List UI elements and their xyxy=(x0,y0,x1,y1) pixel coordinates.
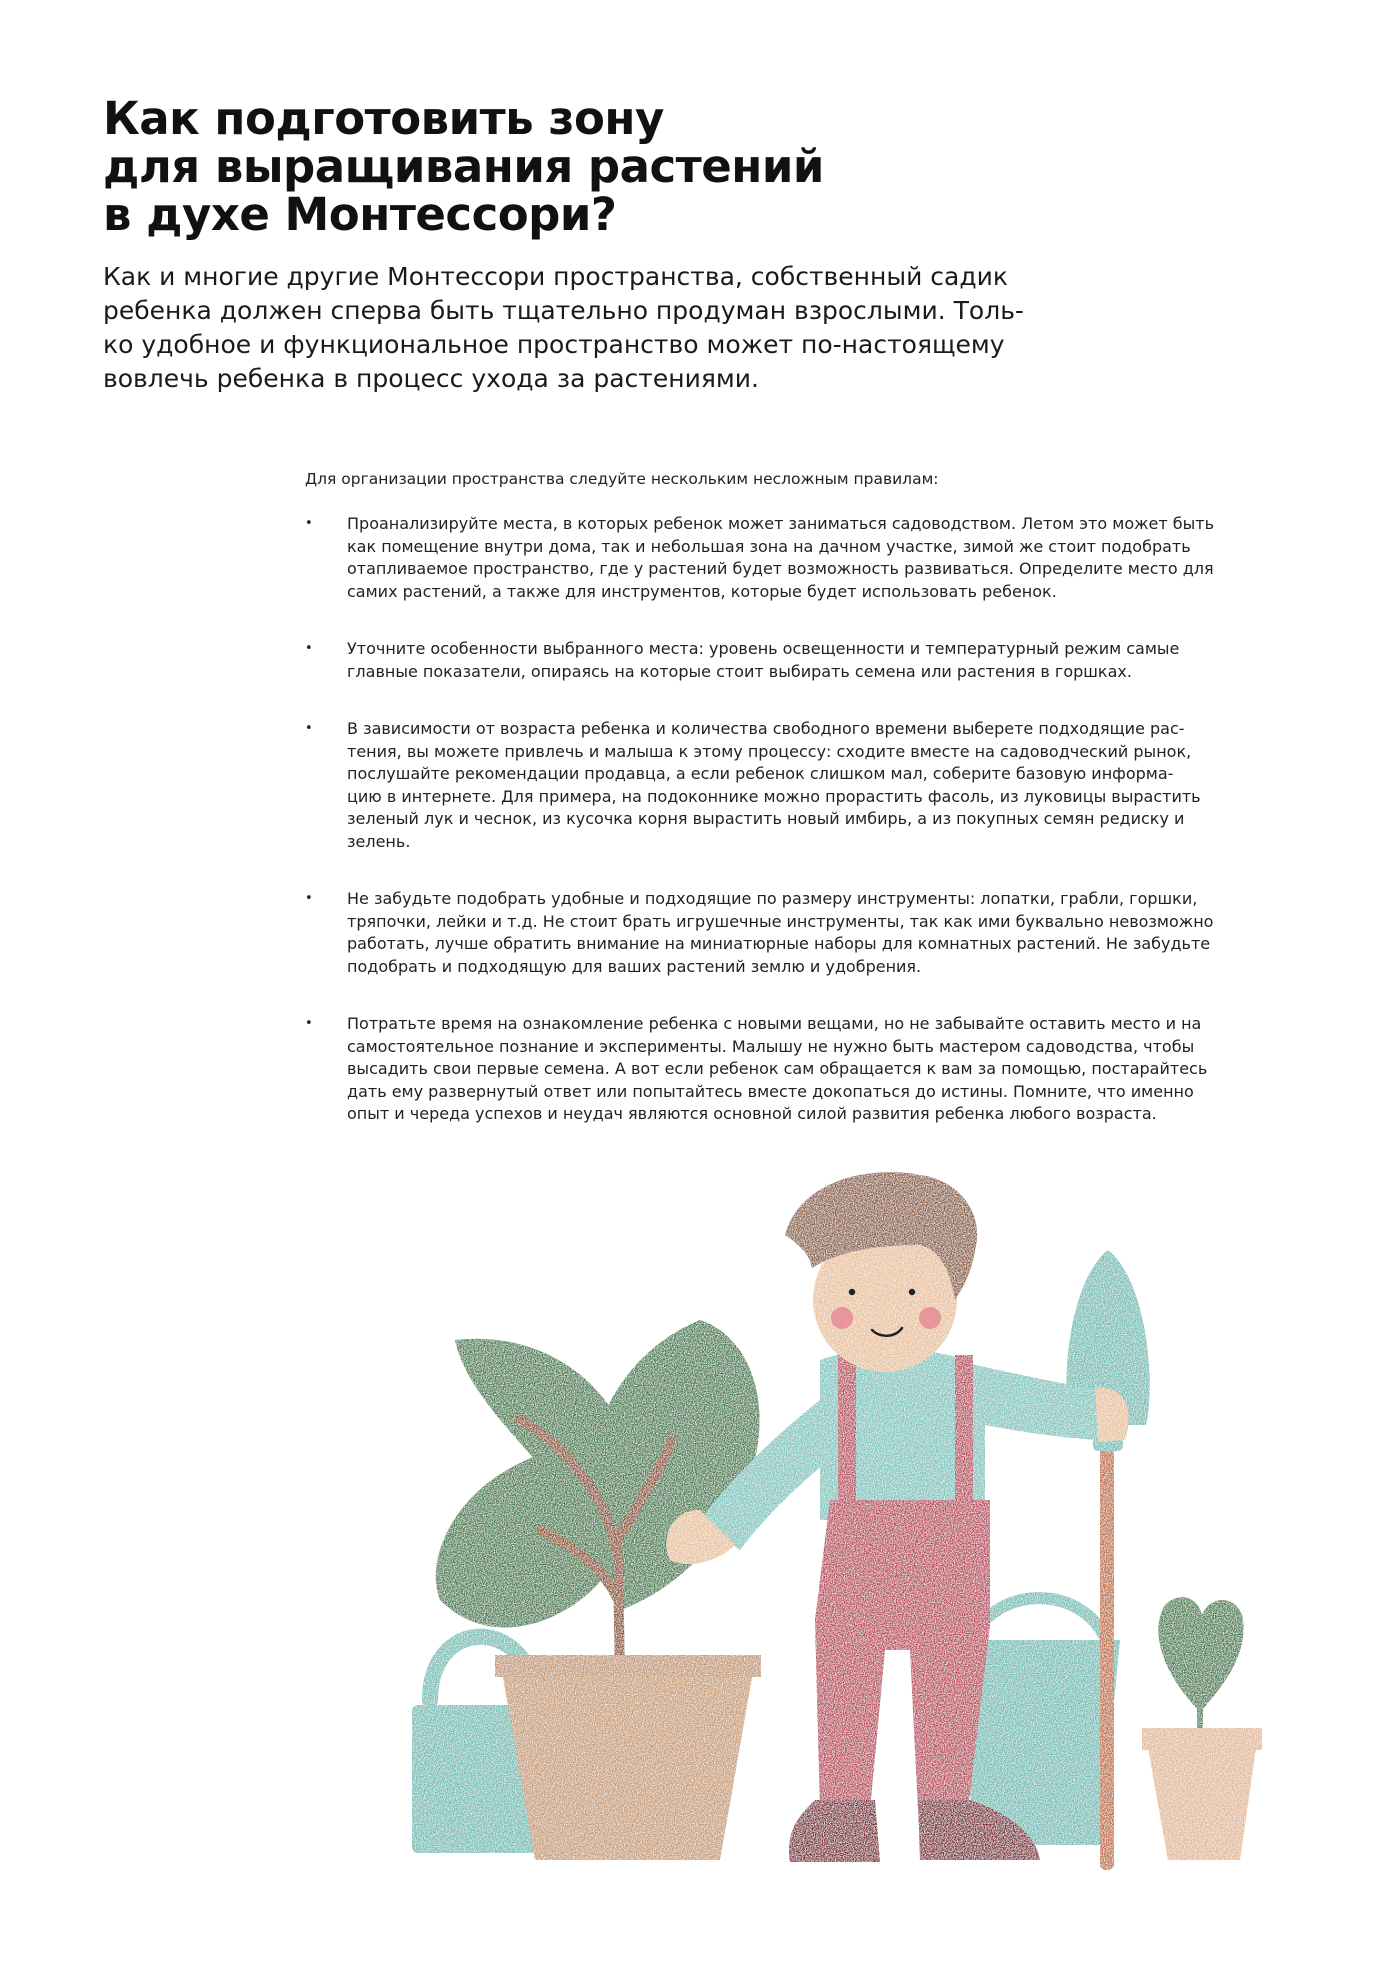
rules-intro: Для организации пространства следуйте нескольким несложным правилам: xyxy=(305,470,939,488)
lead-line: Как и многие другие Монтессори пространства, собственный садик xyxy=(103,262,1008,291)
rule-text-line: самих растений, а также для инструментов, которые будет использовать ребенок. xyxy=(347,581,1057,601)
rule-text-line: Потратьте время на ознакомление ребенка с новыми вещами, но не забывайте оставить место и на xyxy=(347,1014,1202,1033)
gardening-illustration xyxy=(0,1140,1400,1980)
title-line: в духе Монтессори? xyxy=(103,188,617,241)
bullet-marker: • xyxy=(305,516,313,531)
child-cheek-left xyxy=(831,1307,853,1329)
heart-leaf xyxy=(1158,1597,1243,1712)
rule-text-line: дать ему развернутый ответ или попытайтесь вместе докопаться до истины. Помните, что именно xyxy=(347,1081,1194,1101)
rule-text-line: главные показатели, опираясь на которые стоит выбирать семена или растения в горшках. xyxy=(347,661,1132,681)
rule-item xyxy=(305,718,1285,853)
rule-text-line: послушайте рекомендации продавца, а если ребенок слишком мал, соберите базовую информа- xyxy=(347,764,1174,783)
rule-item xyxy=(305,513,1285,603)
big-pot-rim xyxy=(495,1655,761,1677)
child-boot-left xyxy=(789,1800,880,1862)
title-line: Как подготовить зону xyxy=(103,92,664,145)
rule-item xyxy=(305,1013,1285,1126)
rule-text-line: Не забудьте подобрать удобные и подходящие по размеру инструменты: лопатки, грабли, горшки, xyxy=(347,889,1198,908)
lead-line: ребенка должен сперва быть тщательно продуман взрослыми. Толь- xyxy=(103,296,1024,325)
title-line: для выращивания растений xyxy=(103,140,824,193)
bullet-marker: • xyxy=(305,641,313,656)
rules-list xyxy=(305,513,1285,1161)
bullet-marker: • xyxy=(305,1016,313,1031)
rule-text-line: отапливаемое пространство, где у растений будет возможность развиваться. Определите место для xyxy=(347,559,1214,578)
rule-text-line: тряпочки, лейки и т.д. Не стоит брать игрушечные инструменты, так как ими буквально невозможно xyxy=(347,911,1214,931)
overall-strap-left xyxy=(838,1355,856,1505)
rule-text-line: работать, лучше обратить внимание на миниатюрные наборы для комнатных растений. Не забудьте xyxy=(347,934,1211,953)
rule-text-line: Проанализируйте места, в которых ребенок может заниматься садоводством. Летом это может быть xyxy=(347,514,1215,533)
lead-line: вовлечь ребенка в процесс ухода за растениями. xyxy=(103,364,759,393)
rule-text-line: зеленый лук и чеснок, из кусочка корня вырастить новый имбирь, а из покупных семян редиску и xyxy=(347,809,1185,828)
small-pot xyxy=(1148,1748,1256,1860)
rule-text-line: опыт и череда успехов и неудач являются основной силой развития ребенка любого возраста. xyxy=(347,1104,1157,1123)
bullet-marker: • xyxy=(305,891,313,906)
lead-paragraph xyxy=(103,260,1103,396)
rule-text-line: подобрать и подходящую для ваших растений землю и удобрения. xyxy=(347,956,922,976)
bullet-marker: • xyxy=(305,721,313,736)
rule-text-line: самостоятельное познание и эксперименты. Малышу не нужно быть мастером садоводства, чтобы xyxy=(347,1036,1195,1056)
child-eye-left xyxy=(849,1289,855,1295)
rule-text-line: В зависимости от возраста ребенка и количества свободного времени выберете подходящие рас- xyxy=(347,719,1185,738)
rule-item xyxy=(305,638,1285,683)
child-overalls xyxy=(815,1500,990,1810)
overall-strap-right xyxy=(955,1355,973,1505)
rule-text-line: цию в интернете. Для примера, на подоконнике можно прорастить фасоль, из луковицы вырастить xyxy=(347,786,1201,806)
child-eye-right xyxy=(909,1289,915,1295)
child-cheek-right xyxy=(919,1307,941,1329)
lead-line: ко удобное и функциональное пространство может по-настоящему xyxy=(103,330,1005,359)
rule-text-line: тения, вы можете привлечь и малыша к этому процессу: сходите вместе на садоводческий рынок, xyxy=(347,741,1192,761)
rule-item xyxy=(305,888,1285,978)
rule-text-line: как помещение внутри дома, так и небольшая зона на дачном участке, зимой же стоит подобрать xyxy=(347,536,1191,556)
shovel-handle xyxy=(1100,1430,1114,1870)
small-pot-rim xyxy=(1142,1728,1262,1750)
rule-text-line: Уточните особенности выбранного места: уровень освещенности и температурный режим самые xyxy=(347,639,1180,658)
page-title xyxy=(103,92,1103,241)
heart-plant xyxy=(1142,1597,1262,1860)
rule-text-line: зелень. xyxy=(347,831,411,851)
big-pot xyxy=(500,1660,755,1860)
rule-text-line: высадить свои первые семена. А вот если ребенок сам обращается к вам за помощью, постарайтесь xyxy=(347,1059,1208,1078)
